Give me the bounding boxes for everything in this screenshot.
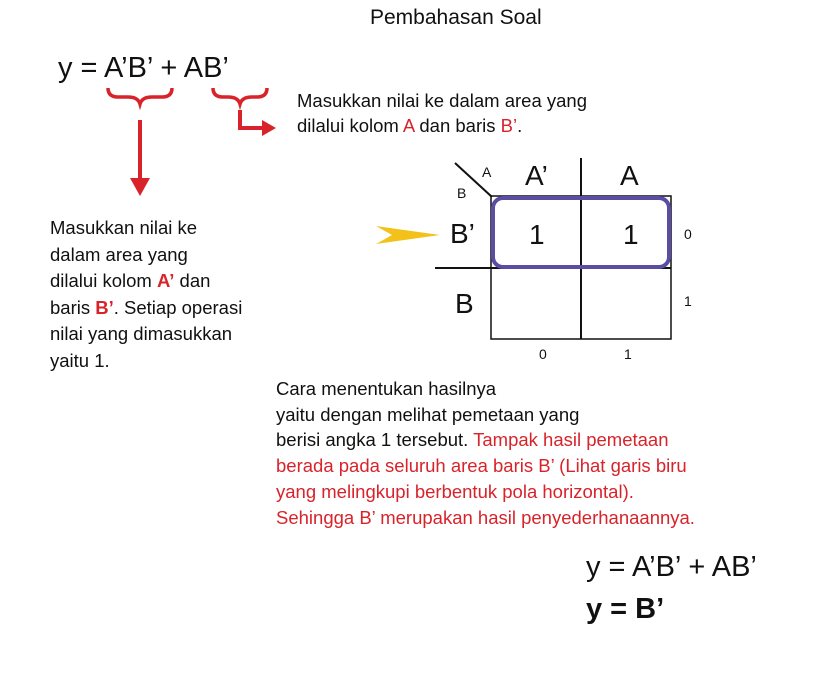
note-left-col-a: A’	[156, 270, 175, 291]
arrow-down-head	[130, 178, 150, 196]
formula-bottom	[586, 546, 757, 630]
note-bottom-line1: Cara menentukan hasilnya	[276, 378, 497, 399]
note-left	[50, 215, 242, 374]
note-bottom-line3	[276, 427, 695, 453]
note-left-line5: nilai yang dimasukkan	[50, 323, 233, 344]
kmap-corner-row-var: B	[457, 185, 467, 201]
note-right-line1: Masukkan nilai ke dalam area yang	[297, 90, 587, 111]
note-right-row-b: B’	[500, 115, 518, 136]
note-bottom-text: berisi angka 1 tersebut.	[276, 429, 474, 451]
kmap-row-index-0: 0	[684, 226, 692, 242]
formula-bottom-line1: y = A’B’ + AB’	[586, 551, 757, 583]
note-right-text: dan baris	[414, 115, 501, 136]
note-bottom-line6: Sehingga B’ merupakan hasil penyederhanaannya.	[276, 506, 695, 528]
formula-bottom-result: y = B’	[586, 593, 665, 625]
kmap-corner-col-var: A	[482, 164, 492, 180]
kmap-row-header-1: B	[455, 288, 474, 319]
kmap-cell-0-1: 1	[623, 219, 639, 250]
note-left-line1: Masukkan nilai ke	[50, 217, 198, 238]
arrow-elbow-head	[262, 120, 276, 136]
note-bottom	[276, 376, 695, 530]
note-left-text: dilalui kolom	[50, 270, 157, 291]
note-bottom-line2: yaitu dengan melihat pemetaan yang	[276, 403, 580, 425]
note-right-line2	[297, 113, 587, 138]
kmap-col-header-1: A	[620, 160, 639, 191]
note-left-line4	[50, 295, 242, 322]
note-left-text: dan	[174, 270, 211, 291]
note-bottom-line4: berada pada seluruh area baris B’ (Lihat garis biru	[276, 455, 687, 477]
yellow-pointer-arrow	[376, 226, 440, 244]
note-left-line2: dalam area yang	[50, 243, 188, 265]
note-bottom-line5: yang melingkupi berbentuk pola horizontal).	[276, 480, 634, 502]
kmap-cell-0-0: 1	[529, 219, 545, 250]
note-right-col-a: A	[402, 115, 415, 136]
kmap-row-header-0: B’	[450, 218, 475, 249]
note-left-line6: yaitu 1.	[50, 349, 110, 371]
brace-left	[108, 88, 172, 104]
note-right	[297, 88, 587, 138]
kmap-col-header-0: A’	[525, 160, 548, 191]
arrow-elbow-line	[240, 110, 264, 128]
kmap-row-index-1: 1	[684, 293, 692, 309]
note-right-text: dilalui kolom	[297, 115, 403, 136]
note-bottom-text-red: Tampak hasil pemetaan	[473, 429, 669, 451]
note-left-line3	[50, 268, 242, 295]
kmap-col-index-0: 0	[539, 346, 547, 362]
note-left-row-b: B’	[95, 296, 114, 318]
page-title: Pembahasan Soal	[370, 6, 542, 29]
formula-top: y = A’B’ + AB’	[58, 52, 229, 84]
brace-right	[213, 88, 267, 104]
note-right-text: .	[517, 115, 523, 136]
note-left-text: . Setiap operasi	[113, 296, 243, 318]
note-left-text: baris	[50, 296, 96, 318]
kmap-col-index-1: 1	[624, 346, 632, 362]
